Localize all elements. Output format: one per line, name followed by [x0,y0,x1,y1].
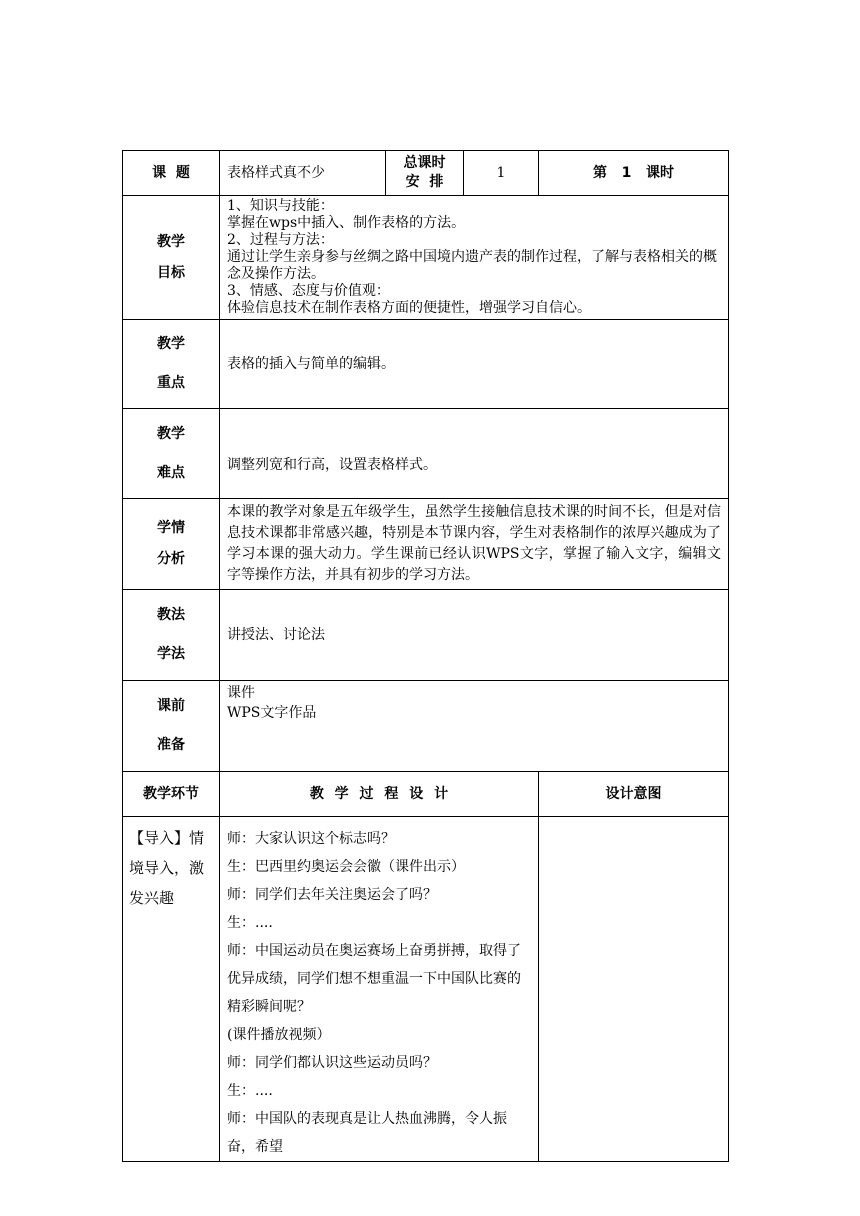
preparation-line: 课件 [227,685,255,701]
stage-content: 【导入】情境导入，激发兴趣 [123,817,220,1162]
methods-row [123,590,729,681]
analysis-label: 学情 分析 [123,499,220,590]
intent-content [539,817,729,1162]
objectives-row [123,196,729,320]
preparation-label: 课前 准备 [123,681,220,772]
objectives-content [220,196,729,320]
objective-line: 掌握在wps中插入、制作表格的方法。 [227,215,466,231]
objective-line: 2、过程与方法： [227,232,334,248]
preparation-content [220,681,729,772]
methods-label: 教法 学法 [123,590,220,681]
process-line: 师：同学们都认识这些运动员吗？ [227,1055,437,1071]
preparation-row [123,681,729,772]
process-line: 师：中国队的表现真是让人热血沸腾，令人振奋，希望 [227,1111,507,1155]
total-hours-label: 总课时 安 排 [386,151,464,196]
topic-value: 表格样式真不少 [220,151,386,196]
objective-line: 通过让学生亲身参与丝绸之路中国境内遗产表的制作过程，了解与表格相关的概念及操作方法。 [227,249,717,282]
header-row [123,151,729,196]
key-points-content: 表格的插入与简单的编辑。 [220,320,729,409]
design-header: 教 学 过 程 设 计 [220,772,539,817]
methods-content: 讲授法、讨论法 [220,590,729,681]
lesson-number: 第 1 课时 [539,151,729,196]
process-line: 生：巴西里约奥运会会徽（课件出示） [227,859,465,875]
intent-header: 设计意图 [539,772,729,817]
process-line: 师：大家认识这个标志吗？ [227,831,395,847]
process-header-row [123,772,729,817]
objective-line: 3、情感、态度与价值观： [227,283,390,299]
analysis-row [123,499,729,590]
process-line: 生：.... [227,1083,273,1099]
key-points-row [123,320,729,409]
key-points-label: 教学 重点 [123,320,220,409]
topic-label: 课 题 [123,151,220,196]
analysis-content: 本课的教学对象是五年级学生，虽然学生接触信息技术课的时间不长，但是对信息技术课都非常感兴趣，特别是本节课内容，学生对表格制作的浓厚兴趣成为了学习本课的强大动力。学生课前已经认识WPS文字，掌握了输入文字，编辑文字等操作方法，并具有初步的学习方法。 [220,499,729,590]
difficulties-content: 调整列宽和行高，设置表格样式。 [220,409,729,499]
objectives-label: 教学 目标 [123,196,220,320]
process-line: 师：同学们去年关注奥运会了吗？ [227,887,437,903]
process-row [123,817,729,1162]
total-hours-value: 1 [464,151,539,196]
difficulties-row [123,409,729,499]
objective-line: 体验信息技术在制作表格方面的便捷性，增强学习自信心。 [227,300,591,316]
difficulties-label: 教学 难点 [123,409,220,499]
process-line: 生：.... [227,915,273,931]
preparation-line: WPS文字作品 [227,705,317,721]
objective-line: 1、知识与技能： [227,198,334,214]
process-line: (课件播放视频） [227,1027,331,1043]
stage-header: 教学环节 [123,772,220,817]
design-content [220,817,539,1162]
lesson-plan-table [122,150,729,1162]
process-line: 师：中国运动员在奥运赛场上奋勇拼搏，取得了优异成绩，同学们想不想重温一下中国队比赛的精彩瞬间呢？ [227,943,521,1015]
